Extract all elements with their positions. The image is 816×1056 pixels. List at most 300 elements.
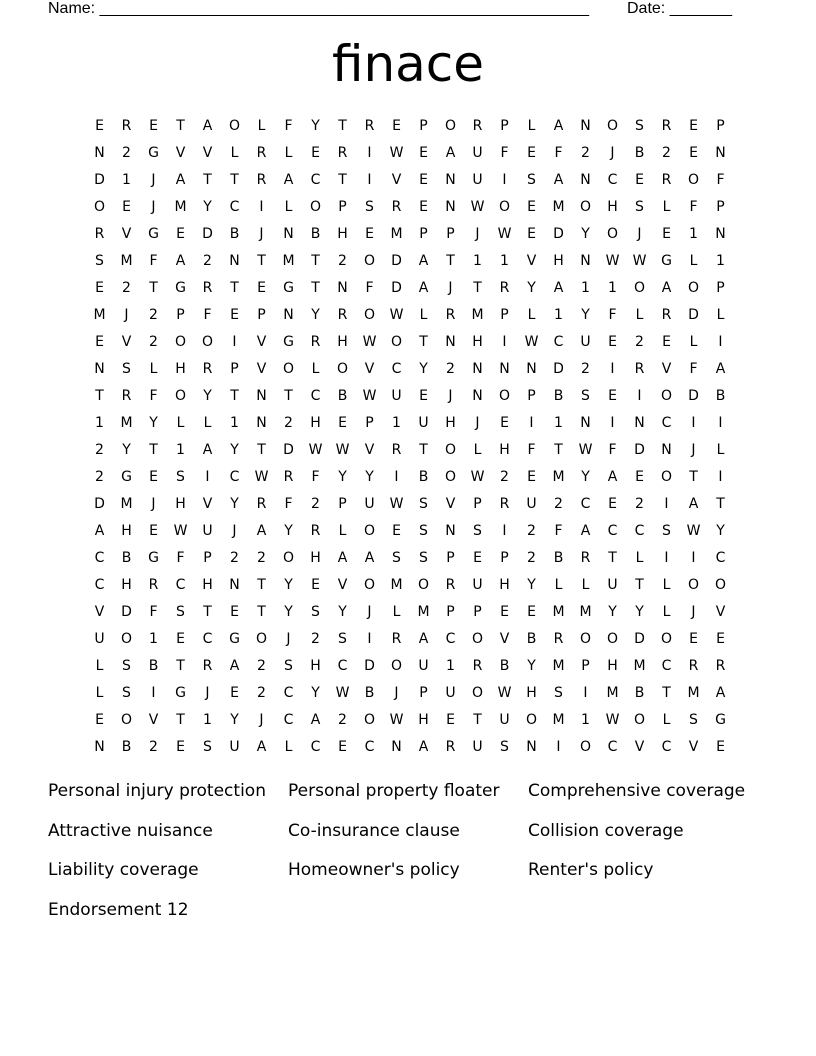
grid-letter: 1 (581, 711, 590, 728)
grid-letter: L (689, 333, 698, 350)
grid-letter: W (173, 522, 188, 539)
grid-row (86, 220, 734, 247)
grid-letter: U (607, 576, 618, 593)
grid-letter: C (445, 630, 456, 647)
grid-letter: J (448, 279, 453, 296)
grid-letter: A (94, 522, 105, 539)
grid-letter: T (608, 549, 617, 566)
grid-letter: E (527, 144, 536, 161)
word-list-item: Co-insurance clause (288, 820, 460, 841)
grid-letter: D (634, 630, 645, 647)
grid-letter: Y (203, 198, 212, 215)
grid-letter: H (121, 522, 132, 539)
grid-letter: E (230, 684, 239, 701)
grid-letter: V (256, 360, 267, 377)
grid-letter: C (94, 549, 105, 566)
grid-letter: 2 (149, 333, 158, 350)
grid-letter: U (94, 630, 105, 647)
grid-letter: O (120, 711, 133, 728)
grid-letter: A (202, 117, 213, 134)
grid-letter: E (149, 522, 158, 539)
grid-letter: L (95, 657, 104, 674)
grid-letter: P (257, 306, 266, 323)
grid-letter: L (581, 576, 590, 593)
grid-letter: Y (527, 657, 536, 674)
grid-row (86, 679, 734, 706)
grid-letter: E (230, 603, 239, 620)
grid-letter: U (472, 171, 483, 188)
grid-letter: W (362, 333, 377, 350)
grid-letter: E (419, 198, 428, 215)
grid-letter: O (390, 333, 403, 350)
grid-letter: O (525, 711, 538, 728)
grid-letter: F (500, 144, 509, 161)
grid-letter: C (337, 657, 348, 674)
grid-letter: R (364, 117, 375, 134)
grid-letter: H (418, 711, 429, 728)
grid-letter: E (446, 711, 455, 728)
grid-letter: W (389, 306, 404, 323)
grid-letter: T (149, 279, 158, 296)
grid-letter: A (418, 630, 429, 647)
grid-letter: R (391, 630, 402, 647)
grid-letter: R (661, 117, 672, 134)
grid-letter: E (662, 333, 671, 350)
grid-letter: T (338, 171, 347, 188)
grid-letter: Y (311, 684, 320, 701)
grid-letter: V (94, 603, 105, 620)
grid-letter: V (499, 630, 510, 647)
grid-letter: 1 (176, 441, 185, 458)
grid-letter: S (581, 387, 590, 404)
grid-letter: N (661, 441, 672, 458)
grid-letter: S (311, 603, 320, 620)
grid-letter: N (526, 360, 537, 377)
grid-letter: I (583, 684, 588, 701)
grid-letter: G (283, 333, 294, 350)
grid-letter: A (607, 468, 618, 485)
grid-letter: V (688, 738, 699, 755)
grid-letter: J (151, 171, 156, 188)
grid-letter: Y (527, 576, 536, 593)
grid-letter: U (229, 738, 240, 755)
grid-letter: O (471, 684, 484, 701)
grid-letter: R (202, 279, 213, 296)
grid-letter: L (527, 117, 536, 134)
grid-letter: Y (581, 306, 590, 323)
grid-letter: F (554, 522, 563, 539)
grid-letter: E (149, 468, 158, 485)
grid-letter: I (367, 144, 372, 161)
grid-letter: 2 (149, 306, 158, 323)
grid-letter: J (259, 225, 264, 242)
grid-letter: T (662, 684, 671, 701)
grid-letter: S (662, 522, 671, 539)
grid-letter: A (175, 252, 186, 269)
grid-letter: 2 (311, 630, 320, 647)
word-list-item: Collision coverage (528, 820, 684, 841)
grid-letter: D (391, 279, 402, 296)
grid-letter: 2 (338, 252, 347, 269)
grid-letter: P (338, 198, 347, 215)
grid-row (86, 598, 734, 625)
grid-letter: D (553, 225, 564, 242)
grid-letter: N (445, 171, 456, 188)
grid-letter: N (445, 333, 456, 350)
grid-letter: G (175, 279, 186, 296)
grid-letter: L (284, 198, 293, 215)
grid-letter: R (391, 441, 402, 458)
grid-letter: F (689, 198, 698, 215)
grid-letter: Y (122, 441, 131, 458)
grid-letter: N (283, 306, 294, 323)
grid-letter: R (445, 576, 456, 593)
grid-letter: 2 (122, 144, 131, 161)
grid-letter: A (337, 549, 348, 566)
grid-letter: E (176, 630, 185, 647)
grid-letter: Y (581, 225, 590, 242)
grid-letter: 2 (95, 441, 104, 458)
grid-letter: E (95, 279, 104, 296)
grid-letter: W (335, 684, 350, 701)
grid-letter: B (526, 630, 537, 647)
grid-letter: C (364, 738, 375, 755)
grid-letter: E (527, 603, 536, 620)
grid-letter: W (470, 198, 485, 215)
grid-row (86, 328, 734, 355)
grid-letter: A (310, 711, 321, 728)
grid-letter: 1 (554, 306, 563, 323)
grid-letter: R (472, 657, 483, 674)
grid-letter: 2 (527, 549, 536, 566)
grid-letter: B (310, 225, 321, 242)
grid-letter: E (500, 414, 509, 431)
grid-letter: F (176, 549, 185, 566)
grid-letter: E (608, 387, 617, 404)
grid-letter: S (122, 684, 131, 701)
grid-letter: Y (338, 468, 347, 485)
grid-letter: V (121, 333, 132, 350)
grid-letter: N (337, 279, 348, 296)
grid-letter: L (419, 306, 428, 323)
grid-letter: A (580, 522, 591, 539)
grid-letter: 2 (230, 549, 239, 566)
grid-letter: N (256, 414, 267, 431)
grid-letter: P (176, 306, 185, 323)
grid-letter: A (418, 279, 429, 296)
grid-letter: I (205, 468, 210, 485)
grid-letter: E (689, 630, 698, 647)
grid-letter: I (259, 198, 264, 215)
grid-letter: E (662, 225, 671, 242)
grid-letter: 2 (500, 468, 509, 485)
grid-letter: G (148, 225, 159, 242)
grid-letter: N (526, 738, 537, 755)
grid-letter: V (661, 360, 672, 377)
word-list-item: Personal injury protection (48, 781, 266, 801)
grid-letter: C (715, 549, 726, 566)
grid-letter: C (283, 711, 294, 728)
grid-letter: E (527, 198, 536, 215)
grid-letter: S (95, 252, 104, 269)
grid-letter: U (445, 684, 456, 701)
grid-letter: O (390, 657, 403, 674)
grid-row (86, 463, 734, 490)
grid-letter: H (607, 657, 618, 674)
grid-letter: E (149, 117, 158, 134)
grid-letter: Y (230, 711, 239, 728)
grid-letter: M (471, 306, 484, 323)
grid-letter: 2 (635, 495, 644, 512)
grid-letter: H (445, 414, 456, 431)
grid-letter: 2 (149, 738, 158, 755)
grid-letter: P (473, 495, 482, 512)
grid-letter: 1 (203, 711, 212, 728)
word-list (48, 778, 768, 936)
grid-letter: O (498, 387, 511, 404)
grid-letter: E (230, 306, 239, 323)
grid-letter: L (149, 360, 158, 377)
grid-letter: H (499, 576, 510, 593)
grid-letter: M (633, 657, 646, 674)
grid-letter: R (256, 495, 267, 512)
grid-letter: M (174, 198, 187, 215)
grid-letter: O (660, 630, 673, 647)
grid-letter: O (228, 117, 241, 134)
grid-letter: U (202, 522, 213, 539)
grid-letter: E (635, 171, 644, 188)
grid-letter: L (392, 603, 401, 620)
grid-letter: L (176, 414, 185, 431)
grid-letter: P (203, 549, 212, 566)
grid-letter: M (120, 252, 133, 269)
grid-letter: Y (203, 387, 212, 404)
grid-letter: H (121, 576, 132, 593)
grid-letter: E (392, 522, 401, 539)
grid-letter: B (634, 684, 645, 701)
grid-letter: W (470, 468, 485, 485)
grid-letter: I (367, 630, 372, 647)
grid-letter: R (337, 306, 348, 323)
grid-letter: 1 (446, 657, 455, 674)
grid-letter: O (363, 711, 376, 728)
grid-letter: F (716, 171, 725, 188)
grid-letter: O (363, 306, 376, 323)
grid-letter: B (121, 738, 132, 755)
grid-letter: T (95, 387, 104, 404)
grid-letter: O (444, 117, 457, 134)
grid-letter: F (554, 144, 563, 161)
grid-letter: W (362, 387, 377, 404)
grid-letter: T (257, 441, 266, 458)
grid-letter: D (121, 603, 132, 620)
grid-letter: 2 (257, 657, 266, 674)
grid-letter: M (552, 657, 565, 674)
grid-letter: N (472, 387, 483, 404)
grid-letter: O (660, 387, 673, 404)
grid-row (86, 490, 734, 517)
grid-letter: N (634, 414, 645, 431)
grid-letter: E (365, 225, 374, 242)
grid-letter: S (392, 549, 401, 566)
grid-letter: R (256, 171, 267, 188)
grid-letter: T (419, 441, 428, 458)
grid-letter: I (529, 414, 534, 431)
grid-letter: F (149, 603, 158, 620)
header (48, 0, 740, 20)
grid-letter: 1 (122, 171, 131, 188)
grid-letter: N (580, 252, 591, 269)
grid-letter: 1 (500, 252, 509, 269)
grid-letter: 1 (149, 630, 158, 647)
grid-letter: S (176, 468, 185, 485)
grid-letter: R (121, 387, 132, 404)
grid-letter: 2 (203, 252, 212, 269)
grid-letter: E (419, 387, 428, 404)
grid-row (86, 274, 734, 301)
grid-letter: L (716, 441, 725, 458)
grid-letter: E (338, 738, 347, 755)
grid-letter: W (497, 684, 512, 701)
grid-letter: E (527, 225, 536, 242)
grid-letter: T (257, 603, 266, 620)
grid-letter: H (526, 684, 537, 701)
grid-letter: O (444, 468, 457, 485)
grid-letter: S (635, 198, 644, 215)
grid-letter: M (687, 684, 700, 701)
grid-letter: L (662, 576, 671, 593)
grid-letter: 1 (95, 414, 104, 431)
grid-letter: D (391, 252, 402, 269)
grid-letter: B (715, 387, 726, 404)
grid-letter: P (446, 549, 455, 566)
grid-letter: Y (311, 117, 320, 134)
word-list-item: Renter's policy (528, 860, 654, 880)
grid-letter: R (499, 279, 510, 296)
grid-letter: L (311, 360, 320, 377)
grid-letter: 1 (230, 414, 239, 431)
grid-letter: A (256, 738, 267, 755)
word-list-item: Liability coverage (48, 860, 199, 880)
grid-letter: A (175, 171, 186, 188)
grid-letter: Y (581, 468, 590, 485)
grid-letter: I (394, 468, 399, 485)
grid-letter: U (499, 711, 510, 728)
grid-letter: A (661, 279, 672, 296)
grid-letter: G (175, 684, 186, 701)
grid-letter: E (716, 630, 725, 647)
grid-letter: N (445, 522, 456, 539)
grid-letter: O (363, 522, 376, 539)
grid-letter: I (691, 414, 696, 431)
grid-letter: 2 (446, 360, 455, 377)
grid-letter: T (311, 252, 320, 269)
grid-letter: C (607, 171, 618, 188)
grid-letter: H (472, 333, 483, 350)
grid-letter: R (715, 657, 726, 674)
grid-letter: A (202, 441, 213, 458)
grid-letter: N (580, 171, 591, 188)
grid-letter: U (472, 738, 483, 755)
grid-letter: 2 (581, 144, 590, 161)
grid-letter: H (175, 360, 186, 377)
grid-letter: R (310, 333, 321, 350)
grid-letter: J (124, 306, 129, 323)
grid-letter: U (418, 414, 429, 431)
grid-letter: 2 (257, 684, 266, 701)
grid-letter: 2 (554, 495, 563, 512)
grid-letter: 1 (581, 279, 590, 296)
grid-letter: Y (284, 576, 293, 593)
grid-letter: A (445, 144, 456, 161)
grid-letter: H (202, 576, 213, 593)
grid-letter: H (310, 549, 321, 566)
grid-letter: O (417, 576, 430, 593)
grid-letter: M (120, 414, 133, 431)
grid-letter: W (254, 468, 269, 485)
grid-letter: J (151, 198, 156, 215)
grid-letter: T (473, 711, 482, 728)
grid-letter: P (419, 684, 428, 701)
grid-letter: A (553, 171, 564, 188)
word-list-item: Personal property floater (288, 781, 500, 801)
grid-letter: I (151, 684, 156, 701)
grid-letter: L (662, 711, 671, 728)
grid-letter: O (579, 738, 592, 755)
grid-letter: R (580, 549, 591, 566)
grid-letter: U (391, 387, 402, 404)
grid-letter: P (419, 117, 428, 134)
grid-letter: T (635, 576, 644, 593)
word-list-item: Comprehensive coverage (528, 781, 746, 801)
grid-letter: P (473, 603, 482, 620)
grid-letter: P (716, 279, 725, 296)
grid-letter: C (175, 576, 186, 593)
grid-letter: O (336, 360, 349, 377)
grid-letter: H (337, 333, 348, 350)
grid-letter: C (607, 738, 618, 755)
grid-letter: A (418, 252, 429, 269)
letter-grid (86, 112, 734, 760)
grid-letter: W (578, 441, 593, 458)
grid-letter: O (714, 576, 727, 593)
grid-letter: E (608, 333, 617, 350)
grid-letter: I (637, 387, 642, 404)
grid-letter: H (337, 225, 348, 242)
grid-letter: G (148, 549, 159, 566)
grid-row (86, 517, 734, 544)
grid-row (86, 706, 734, 733)
grid-row (86, 112, 734, 139)
grid-letter: L (230, 144, 239, 161)
grid-letter: P (446, 603, 455, 620)
grid-letter: T (716, 495, 725, 512)
grid-letter: I (718, 333, 723, 350)
grid-letter: Y (230, 441, 239, 458)
grid-letter: H (310, 657, 321, 674)
grid-letter: M (552, 198, 565, 215)
grid-letter: S (338, 630, 347, 647)
grid-row (86, 301, 734, 328)
grid-letter: D (553, 360, 564, 377)
grid-letter: D (688, 387, 699, 404)
grid-letter: A (364, 549, 375, 566)
grid-letter: E (95, 333, 104, 350)
grid-letter: J (232, 522, 237, 539)
grid-letter: R (445, 306, 456, 323)
grid-letter: 1 (716, 252, 725, 269)
grid-letter: F (149, 387, 158, 404)
